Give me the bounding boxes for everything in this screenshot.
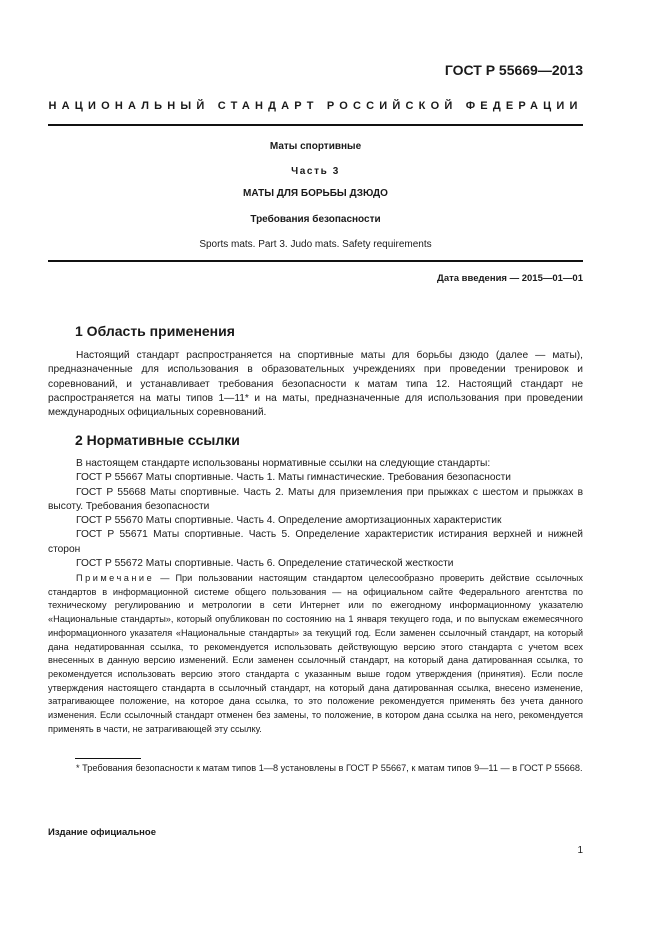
reference-item: ГОСТ Р 55672 Маты спортивные. Часть 6. Определение статической жесткости xyxy=(76,558,454,570)
page-number: 1 xyxy=(577,845,583,856)
english-title: Sports mats. Part 3. Judo mats. Safety requirements xyxy=(199,239,432,250)
footnote-rule xyxy=(75,758,141,759)
references-note xyxy=(48,572,583,736)
section-1-text xyxy=(48,349,583,420)
main-title: МАТЫ ДЛЯ БОРЬБЫ ДЗЮДО xyxy=(243,188,388,199)
document-code: ГОСТ Р 55669—2013 xyxy=(444,62,583,78)
note-text: — При пользовании настоящим стандартом целесообразно проверить действие ссылочных стандартов в информационной системе общего пользования — на официальном сайте Федерального агентства по техническому регулированию и метрологии в сети Интернет или по ежегодному информационному указателю «Национальные стандарты», который опубликован по состоянию на 1 января текущего года, и по выпускам ежемесячного информационного указателя «Национальные стандарты» за текущий год. Если заменен ссылочный стандарт, на который дана недатированная ссылка, то рекомендуется использовать действующую версию этого стандарта с учетом всех внесенных в данную версию изменений. Если заменен ссылочный стандарт, на который дана датированная ссылка, то рекомендуется использовать версию этого стандарта с указанным выше годом утверждения (принятия). Если после утверждения настоящего стандарта в ссылочный стандарт, на который дана датированная ссылка, внесено изменение, затрагивающее положение, на которое дана ссылка, то это положение рекомендуется применять без учета данного изменения. Если ссылочный стандарт отменен без замены, то положение, в котором дана ссылка на него, рекомендуется применять в части, не затрагивающей эту ссылку. xyxy=(48,573,583,734)
note-label: Примечание xyxy=(76,573,155,583)
title-line: Маты спортивные xyxy=(269,141,362,152)
national-standard-title: НАЦИОНАЛЬНЫЙ СТАНДАРТ РОССИЙСКОЙ ФЕДЕРАЦИИ xyxy=(48,100,583,112)
part-label: Часть 3 xyxy=(291,166,340,177)
references-intro: В настоящем стандарте использованы нормативные ссылки на следующие стандарты: xyxy=(76,458,491,469)
reference-item: ГОСТ Р 55671 Маты спортивные. Часть 5. Определение характеристик истирания верхней и нижней сторон xyxy=(48,529,583,555)
references-list xyxy=(48,457,583,571)
reference-item: ГОСТ Р 55670 Маты спортивные. Часть 4. Определение амортизационных характеристик xyxy=(76,515,502,527)
top-rule xyxy=(48,124,583,126)
title-rule xyxy=(48,260,583,262)
footnote: * Требования безопасности к матам типов 1—8 установлены в ГОСТ Р 55667, к матам типов 9—11 — в ГОСТ Р 55668. xyxy=(76,763,583,773)
section-2-heading: 2 Нормативные ссылки xyxy=(75,432,240,448)
official-edition-label: Издание официальное xyxy=(48,827,156,838)
reference-item: ГОСТ Р 55667 Маты спортивные. Часть 1. Маты гимнастические. Требования безопасности xyxy=(76,472,511,484)
reference-item: ГОСТ Р 55668 Маты спортивные. Часть 2. Маты для приземления при прыжках с шестом и прыжках в высоту. Требования безопасности xyxy=(48,486,583,512)
section-1-heading: 1 Область применения xyxy=(75,323,235,339)
section-1-paragraph: Настоящий стандарт распространяется на спортивные маты для борьбы дзюдо (далее — маты), предназначенные для использования в образовательных учреждениях при проведении тренировок и соревнований, и устанавливает требования безопасности к матам типа 12. Настоящий стандарт не распространяется на маты типов 1—11* и на маты, предназначенные для использования при проведении международных официальных соревнований. xyxy=(48,350,583,419)
introduction-date: Дата введения — 2015—01—01 xyxy=(437,273,583,284)
subtitle: Требования безопасности xyxy=(250,214,381,225)
